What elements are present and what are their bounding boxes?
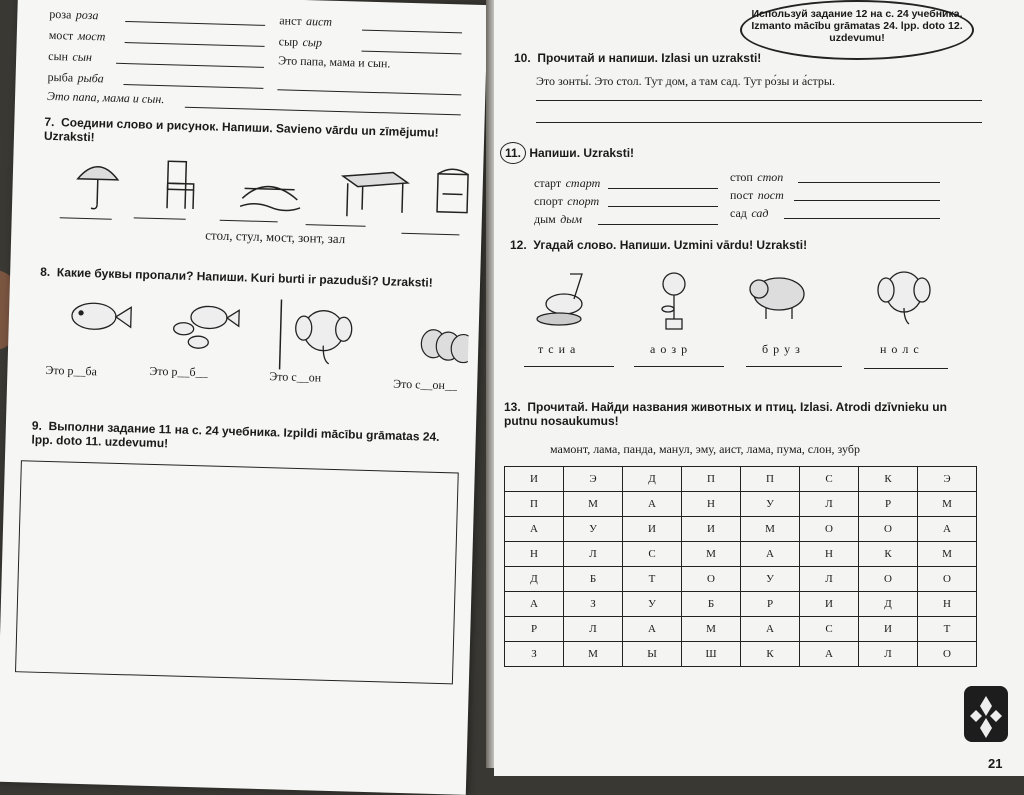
grid-row xyxy=(505,467,977,492)
sentence-print: Это папа, мама и сын. xyxy=(277,53,391,71)
scramble-3: б р у з xyxy=(762,342,801,356)
grid-row xyxy=(505,567,977,592)
exercise-11-title: 11. Напиши. Uzraksti! xyxy=(500,142,634,164)
grid-row xyxy=(505,642,977,667)
grid-cell[interactable]: А xyxy=(800,642,859,667)
grid-cell[interactable]: А xyxy=(741,542,800,567)
grid-cell[interactable]: А xyxy=(505,592,564,617)
word-row: роза роза xyxy=(49,6,99,23)
exercise-13-word-list: мамонт, лама, панда, манул, эму, аист, лама, пума, слон, зубр xyxy=(550,442,860,456)
grid-cell[interactable]: О xyxy=(800,517,859,542)
exercise-9-answer-box[interactable] xyxy=(15,460,459,684)
grid-cell[interactable]: А xyxy=(741,617,800,642)
word-row: анст аист xyxy=(279,13,333,29)
watermark-logo-icon xyxy=(964,686,1008,742)
rose-icon xyxy=(662,273,685,329)
ex11-row: пост пост xyxy=(730,188,784,202)
grid-cell[interactable]: О xyxy=(918,642,977,667)
grid-cell[interactable]: О xyxy=(918,567,977,592)
grid-cell[interactable]: А xyxy=(623,492,682,517)
grid-cell[interactable]: М xyxy=(682,542,741,567)
grid-cell[interactable]: Н xyxy=(682,492,741,517)
exercise-10-text: Это зонты́. Это стол. Тут дом, а там сад. Тут ро́зы и а́стры. xyxy=(536,74,835,88)
grid-cell[interactable]: М xyxy=(682,617,741,642)
grid-cell[interactable]: И xyxy=(623,517,682,542)
grid-row xyxy=(505,617,977,642)
exercise-13-title: 13. Прочитай. Найди названия животных и птиц. Izlasi. Atrodi dzīvnieku un putnu nosaukumus! xyxy=(504,400,947,428)
scramble-2: а о з р xyxy=(650,342,689,356)
exercise-7-title: 7. Соедини слово и рисунок. Напиши. Savieno vārdu un zīmējumu! Uzraksti! xyxy=(43,114,439,145)
elephant-icon xyxy=(878,272,930,324)
fish-group-icon xyxy=(173,305,239,349)
grid-cell[interactable]: Д xyxy=(859,592,918,617)
grid-cell[interactable]: У xyxy=(623,592,682,617)
elephant-icon xyxy=(295,310,352,365)
grid-cell[interactable]: Л xyxy=(564,542,623,567)
grid-cell[interactable]: Д xyxy=(623,467,682,492)
fish-icon xyxy=(72,303,132,331)
exercise-9-title: 9. Выполни задание 11 на с. 24 учебника. Izpildi mācību grāmatas 24. lpp. doto 11. uzdevumu! xyxy=(31,418,440,451)
grid-row xyxy=(505,542,977,567)
grid-cell[interactable]: Э xyxy=(564,467,623,492)
exercise-7-pictures xyxy=(72,154,474,235)
grid-cell[interactable]: П xyxy=(741,467,800,492)
word-row: сын сын xyxy=(48,48,93,65)
grid-cell[interactable]: Л xyxy=(564,617,623,642)
grid-cell[interactable]: Р xyxy=(505,617,564,642)
grid-cell[interactable]: З xyxy=(505,642,564,667)
exercise-12-pictures xyxy=(534,264,974,334)
page-number: 21 xyxy=(988,756,1003,771)
grid-cell[interactable]: И xyxy=(682,517,741,542)
exercise-10-title: 10. Прочитай и напиши. Izlasi un uzraksti! xyxy=(514,51,762,65)
grid-cell[interactable]: У xyxy=(564,517,623,542)
grid-cell[interactable]: М xyxy=(564,492,623,517)
right-page xyxy=(494,0,1024,776)
instruction-bubble: Используй задание 12 на с. 24 учебника. Izmanto mācību grāmatas 24. lpp. doto 12. uzdevumu! xyxy=(740,0,974,60)
grid-cell[interactable]: У xyxy=(741,567,800,592)
grid-cell[interactable]: К xyxy=(859,542,918,567)
word-search-grid xyxy=(504,466,977,667)
grid-cell[interactable]: Н xyxy=(918,592,977,617)
grid-cell[interactable]: А xyxy=(505,517,564,542)
grid-cell[interactable]: М xyxy=(918,542,977,567)
ex11-row: старт старт xyxy=(534,176,601,190)
grid-cell[interactable]: Р xyxy=(859,492,918,517)
grid-cell[interactable]: Э xyxy=(918,467,977,492)
grid-row xyxy=(505,592,977,617)
grid-cell[interactable]: Н xyxy=(800,542,859,567)
grid-row xyxy=(505,492,977,517)
exercise-8-item-3: Это с__он xyxy=(269,369,322,385)
grid-cell[interactable]: С xyxy=(800,617,859,642)
exercise-7-word-bank: стол, стул, мост, зонт, зал xyxy=(205,227,346,247)
word-row: сыр сыр xyxy=(278,34,323,50)
exercise-8-item-1: Это р__ба xyxy=(45,362,98,379)
ex11-row: спорт спорт xyxy=(534,194,600,208)
scramble-1: т с и а xyxy=(538,342,577,356)
word-row: мост мост xyxy=(48,27,106,44)
grid-cell[interactable]: З xyxy=(564,592,623,617)
grid-cell[interactable]: О xyxy=(682,567,741,592)
grid-cell[interactable]: П xyxy=(682,467,741,492)
grid-cell[interactable]: Л xyxy=(859,642,918,667)
grid-cell[interactable]: М xyxy=(564,642,623,667)
grid-cell[interactable]: Р xyxy=(741,592,800,617)
umbrella-icon xyxy=(77,166,118,209)
grid-cell[interactable]: П xyxy=(505,492,564,517)
grid-cell[interactable]: О xyxy=(859,517,918,542)
grid-cell[interactable]: К xyxy=(741,642,800,667)
exercise-8-title: 8. Какие буквы пропали? Напиши. Kuri burti ir pazuduši? Uzraksti! xyxy=(40,264,433,290)
grid-cell[interactable]: И xyxy=(505,467,564,492)
grid-cell[interactable]: М xyxy=(741,517,800,542)
left-page xyxy=(0,0,488,795)
grid-cell[interactable]: Б xyxy=(682,592,741,617)
table-icon xyxy=(342,171,408,218)
grid-cell[interactable]: Н xyxy=(505,542,564,567)
grid-cell[interactable]: А xyxy=(918,517,977,542)
exercise-8-item-4: Это с__он__ xyxy=(393,376,458,393)
ex11-row: сад сад xyxy=(730,206,769,220)
hall-icon xyxy=(437,169,468,213)
exercise-8-pictures xyxy=(48,293,470,375)
scramble-4: н о л с xyxy=(880,342,920,356)
grid-cell[interactable]: О xyxy=(859,567,918,592)
grid-cell[interactable]: Б xyxy=(564,567,623,592)
grid-cell[interactable]: Ш xyxy=(682,642,741,667)
ex11-row: стоп стоп xyxy=(730,170,784,184)
grid-cell[interactable]: И xyxy=(800,592,859,617)
grid-cell[interactable]: У xyxy=(741,492,800,517)
grid-cell[interactable]: И xyxy=(859,617,918,642)
grid-cell[interactable]: Л xyxy=(800,567,859,592)
bridge-icon xyxy=(240,186,301,211)
exercise-12-title: 12. Угадай слово. Напиши. Uzmini vārdu! Uzraksti! xyxy=(510,238,808,252)
grid-cell[interactable]: К xyxy=(859,467,918,492)
grid-cell[interactable]: Ы xyxy=(623,642,682,667)
grid-cell[interactable]: С xyxy=(623,542,682,567)
grid-row xyxy=(505,517,977,542)
stork-icon xyxy=(537,274,582,325)
grid-cell[interactable]: Т xyxy=(623,567,682,592)
elephant-group-icon xyxy=(421,329,470,362)
grid-cell[interactable]: М xyxy=(918,492,977,517)
grid-cell[interactable]: А xyxy=(623,617,682,642)
exercise-8-item-2: Это р__б__ xyxy=(149,363,208,380)
bison-icon xyxy=(750,278,804,319)
grid-cell[interactable]: Л xyxy=(800,492,859,517)
grid-cell[interactable]: Т xyxy=(918,617,977,642)
word-row: рыба рыба xyxy=(47,69,104,86)
ex11-row: дым дым xyxy=(534,212,583,226)
sentence-script: Это папа, мама и сын. xyxy=(46,88,165,107)
chair-icon xyxy=(167,161,194,209)
grid-cell[interactable]: С xyxy=(800,467,859,492)
grid-cell[interactable]: Д xyxy=(505,567,564,592)
